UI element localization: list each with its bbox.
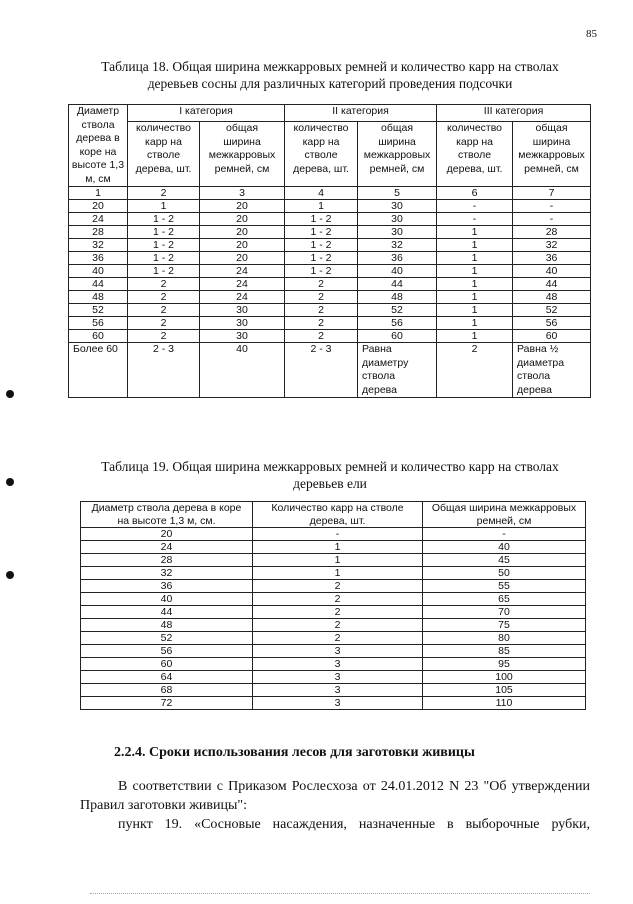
table18-body: [69, 200, 591, 343]
table-cell: 56: [81, 645, 253, 658]
paragraph-line: пункт 19. «Сосновые насаждения, назначенные в выборочные рубки,: [118, 817, 590, 832]
table-cell: 2: [285, 304, 358, 317]
table-cell: 40: [423, 541, 586, 554]
table-row: [81, 658, 586, 671]
table19-width-header: Общая ширина межкарровых ремней, см: [423, 502, 586, 528]
table-cell: 45: [423, 554, 586, 567]
table18-count-header: количество карр на стволе дерева, шт.: [285, 122, 358, 187]
table-cell: 60: [358, 330, 437, 343]
table-row: [69, 265, 591, 278]
table-cell: 32: [69, 239, 128, 252]
table-cell: 2: [285, 278, 358, 291]
table-cell: 36: [513, 252, 591, 265]
table-cell: 2 - 3: [285, 343, 358, 398]
table-cell: 1: [69, 187, 128, 200]
table-cell: 1 - 2: [128, 265, 200, 278]
table-row: [69, 317, 591, 330]
table-cell: 3: [200, 187, 285, 200]
table-cell: 48: [358, 291, 437, 304]
table-cell: -: [437, 213, 513, 226]
table-cell: 52: [81, 632, 253, 645]
table-cell: 20: [200, 213, 285, 226]
punch-hole-dot: [6, 571, 14, 579]
table-row: [81, 645, 586, 658]
table-cell: 40: [81, 593, 253, 606]
table-row: [69, 239, 591, 252]
table19-caption: [60, 458, 600, 492]
table-cell: 40: [358, 265, 437, 278]
table-cell: 36: [81, 580, 253, 593]
table-cell: 48: [69, 291, 128, 304]
table-cell: 40: [513, 265, 591, 278]
page-number: 85: [586, 28, 597, 40]
table18-width-header: общая ширина межкарровых ремней, см: [513, 122, 591, 187]
paragraph-line: В соответствии с Приказом Рослесхоза от 24.01.2012 N 23 "Об утверждении: [118, 779, 590, 794]
table-cell: 20: [200, 252, 285, 265]
table-cell: 30: [358, 213, 437, 226]
table-cell: 2: [285, 291, 358, 304]
table-cell: 1: [437, 304, 513, 317]
table-cell: 6: [437, 187, 513, 200]
table-row: [69, 226, 591, 239]
table-cell: 2: [437, 343, 513, 398]
table-cell: 2: [128, 291, 200, 304]
table-18: [68, 104, 591, 398]
table-cell: 1: [285, 200, 358, 213]
punch-hole-dot: [6, 478, 14, 486]
table-cell: 44: [358, 278, 437, 291]
table-cell: 28: [69, 226, 128, 239]
table-row: [81, 697, 586, 710]
punch-hole-dot: [6, 390, 14, 398]
table-cell: 75: [423, 619, 586, 632]
paragraph-line: Правил заготовки живицы":: [80, 798, 247, 813]
table18-header-row2: [69, 122, 591, 187]
table-cell: 7: [513, 187, 591, 200]
table-cell: 24: [200, 291, 285, 304]
table-cell: 1: [437, 265, 513, 278]
table-row: [69, 213, 591, 226]
table-row: [81, 528, 586, 541]
table-cell: 44: [81, 606, 253, 619]
table-19: [80, 501, 586, 710]
table-cell: 30: [358, 200, 437, 213]
table-cell: 1 - 2: [128, 213, 200, 226]
table-cell: 2: [128, 278, 200, 291]
table19-count-header: Количество карр на стволе дерева, шт.: [253, 502, 423, 528]
table-cell: 1 - 2: [285, 213, 358, 226]
table-cell: 72: [81, 697, 253, 710]
table18-category-3: III категория: [437, 105, 591, 122]
table-cell: 85: [423, 645, 586, 658]
table18-column-numbers: [69, 187, 591, 200]
table-cell: 1 - 2: [128, 252, 200, 265]
table-cell: 2: [285, 330, 358, 343]
table-cell: 64: [81, 671, 253, 684]
table-cell: 3: [253, 697, 423, 710]
table-cell: 24: [200, 278, 285, 291]
table-row: [69, 252, 591, 265]
table-cell: 50: [423, 567, 586, 580]
table-cell: 48: [81, 619, 253, 632]
table-cell: 2: [253, 580, 423, 593]
table-cell: 20: [200, 226, 285, 239]
table-cell: 1 - 2: [128, 239, 200, 252]
table-cell: 40: [69, 265, 128, 278]
table-cell: 1 - 2: [285, 252, 358, 265]
table18-diameter-header: Диаметр ствола дерева в коре на высоте 1,3 м, см: [69, 105, 128, 187]
table-cell: 24: [200, 265, 285, 278]
table-row: [69, 200, 591, 213]
table-cell: -: [423, 528, 586, 541]
table-cell: 3: [253, 671, 423, 684]
table-cell: 3: [253, 645, 423, 658]
section-heading: 2.2.4. Сроки использования лесов для заготовки живицы: [114, 745, 475, 760]
table18-count-header: количество карр на стволе дерева, шт.: [128, 122, 200, 187]
table-cell: 2: [253, 593, 423, 606]
table-cell: 80: [423, 632, 586, 645]
table-cell: 55: [423, 580, 586, 593]
table-cell: 1: [437, 239, 513, 252]
table-cell: 1 - 2: [285, 226, 358, 239]
table-cell: 36: [358, 252, 437, 265]
table-cell: 1 - 2: [285, 239, 358, 252]
table-cell: 2: [128, 187, 200, 200]
table-cell: 36: [69, 252, 128, 265]
table-row: [81, 593, 586, 606]
table-cell: 1: [437, 291, 513, 304]
table-row: [81, 580, 586, 593]
table19-diameter-header: Диаметр ствола дерева в коре на высоте 1,3 м, см.: [81, 502, 253, 528]
table-cell: 44: [513, 278, 591, 291]
table-cell: 52: [358, 304, 437, 317]
table-cell: 3: [253, 658, 423, 671]
table19-header-row: [81, 502, 586, 528]
table-cell: 68: [81, 684, 253, 697]
table18-category-1: I категория: [128, 105, 285, 122]
table-cell: 32: [513, 239, 591, 252]
table-row: [69, 330, 591, 343]
table-cell: 24: [69, 213, 128, 226]
table-cell: 1: [437, 330, 513, 343]
table-cell: 60: [69, 330, 128, 343]
table18-caption-line1: Таблица 18. Общая ширина межкарровых ремней и количество карр на стволах: [101, 59, 559, 74]
table-cell: 1: [437, 278, 513, 291]
table-cell: -: [513, 213, 591, 226]
table18-category-2: II категория: [285, 105, 437, 122]
table-cell: 32: [81, 567, 253, 580]
table-cell: 48: [513, 291, 591, 304]
table18-width-header: общая ширина межкарровых ремней, см: [200, 122, 285, 187]
table-cell: 2 - 3: [128, 343, 200, 398]
table-cell: Более 60: [69, 343, 128, 398]
table-cell: 60: [513, 330, 591, 343]
table-cell: 2: [128, 330, 200, 343]
table-cell: 30: [200, 330, 285, 343]
table-cell: 1: [437, 252, 513, 265]
table-cell: 4: [285, 187, 358, 200]
table-cell: 20: [200, 200, 285, 213]
table-cell: 2: [253, 619, 423, 632]
table-row: [69, 304, 591, 317]
table-cell: 56: [358, 317, 437, 330]
table-row: [81, 684, 586, 697]
table-cell: 110: [423, 697, 586, 710]
table-row: [69, 278, 591, 291]
table-cell: 105: [423, 684, 586, 697]
table-cell: 52: [513, 304, 591, 317]
table-cell: 1: [253, 554, 423, 567]
table-row: [81, 554, 586, 567]
table-cell: -: [513, 200, 591, 213]
table18-caption: [60, 58, 600, 92]
table18-width-header: общая ширина межкарровых ремней, см: [358, 122, 437, 187]
table-cell: 40: [200, 343, 285, 398]
table-cell: 1 - 2: [285, 265, 358, 278]
table-cell: 1: [128, 200, 200, 213]
table19-caption-line2: деревьев ели: [293, 476, 367, 491]
table19-body: [81, 528, 586, 710]
table-cell: 30: [200, 317, 285, 330]
table-cell: 60: [81, 658, 253, 671]
table-cell: 56: [69, 317, 128, 330]
table-cell: 2: [253, 606, 423, 619]
table18-header-row1: [69, 105, 591, 122]
table-row: [81, 671, 586, 684]
table-row: [81, 619, 586, 632]
table-row: [81, 541, 586, 554]
table-row: [81, 567, 586, 580]
table18-caption-line2: деревьев сосны для различных категорий проведения подсочки: [147, 76, 513, 91]
table19-caption-line1: Таблица 19. Общая ширина межкарровых ремней и количество карр на стволах: [101, 459, 559, 474]
table-cell: 2: [128, 304, 200, 317]
table-cell: 1 - 2: [128, 226, 200, 239]
table-cell: 3: [253, 684, 423, 697]
table-cell: -: [253, 528, 423, 541]
table-cell: 2: [128, 317, 200, 330]
table-cell: 30: [358, 226, 437, 239]
table-cell: 1: [253, 541, 423, 554]
table-cell: 2: [285, 317, 358, 330]
table-row: [81, 632, 586, 645]
table-cell: Равна ½ диаметра ствола дерева: [513, 343, 591, 398]
table-row: [69, 291, 591, 304]
table-cell: 52: [69, 304, 128, 317]
table-cell: 28: [513, 226, 591, 239]
table-cell: 1: [253, 567, 423, 580]
table-cell: 20: [200, 239, 285, 252]
table-cell: 95: [423, 658, 586, 671]
table-cell: 44: [69, 278, 128, 291]
page-bottom-line: [90, 893, 590, 894]
table18-last-row: [69, 343, 591, 398]
table-cell: 32: [358, 239, 437, 252]
table-cell: 2: [253, 632, 423, 645]
table-row: [81, 606, 586, 619]
table-cell: 30: [200, 304, 285, 317]
table-cell: -: [437, 200, 513, 213]
table-cell: 100: [423, 671, 586, 684]
table-cell: 20: [69, 200, 128, 213]
table-cell: 70: [423, 606, 586, 619]
table-cell: 65: [423, 593, 586, 606]
table-cell: 28: [81, 554, 253, 567]
table18-count-header: количество карр на стволе дерева, шт.: [437, 122, 513, 187]
table-cell: 24: [81, 541, 253, 554]
table-cell: 1: [437, 226, 513, 239]
table-cell: 20: [81, 528, 253, 541]
table-cell: 5: [358, 187, 437, 200]
table-cell: 1: [437, 317, 513, 330]
table-cell: 56: [513, 317, 591, 330]
table-cell: Равна диаметру ствола дерева: [358, 343, 437, 398]
